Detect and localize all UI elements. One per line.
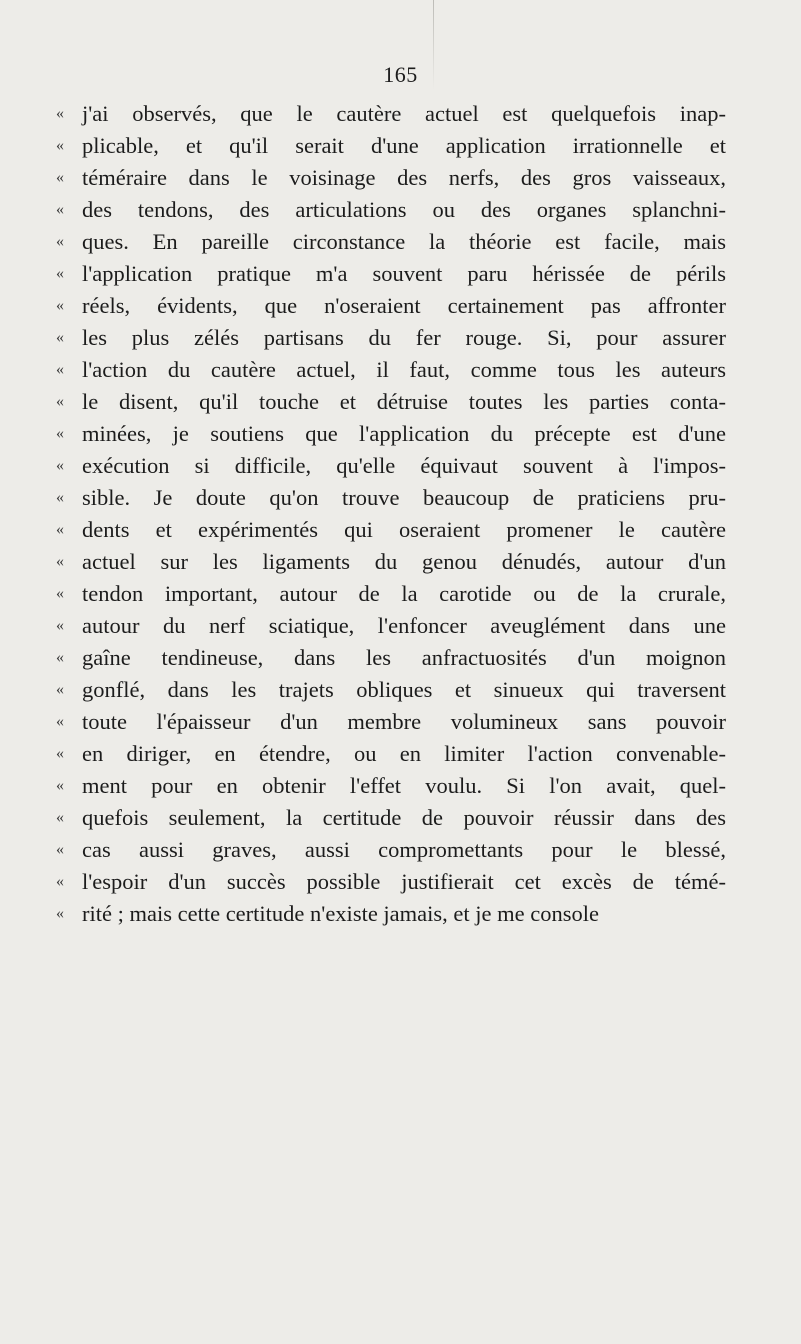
line-text: l'action du cautère actuel, il faut, comme tous les auteurs (82, 357, 726, 382)
quotation-mark: « (56, 329, 64, 346)
quotation-mark: « (56, 233, 64, 250)
quotation-mark: « (56, 553, 64, 570)
line-text: le disent, qu'il touche et détruise toutes les parties conta- (82, 389, 726, 414)
text-line (56, 194, 726, 226)
line-text: l'application pratique m'a souvent paru hérissée de périls (82, 261, 726, 286)
line-text: cas aussi graves, aussi compromettants pour le blessé, (82, 837, 726, 862)
quotation-mark: « (56, 777, 64, 794)
text-line (56, 290, 726, 322)
text-line (56, 866, 726, 898)
quotation-mark: « (56, 489, 64, 506)
quotation-mark: « (56, 393, 64, 410)
quotation-mark: « (56, 873, 64, 890)
text-line (56, 386, 726, 418)
line-text: plicable, et qu'il serait d'une application irrationnelle et (82, 133, 726, 158)
line-text: gonflé, dans les trajets obliques et sinueux qui traversent (82, 677, 726, 702)
quotation-mark: « (56, 649, 64, 666)
line-text: actuel sur les ligaments du genou dénudés, autour d'un (82, 549, 726, 574)
body-text (56, 98, 726, 930)
quotation-mark: « (56, 681, 64, 698)
line-text: l'espoir d'un succès possible justifierait cet excès de témé- (82, 869, 726, 894)
quotation-mark: « (56, 713, 64, 730)
text-line (56, 834, 726, 866)
text-line (56, 418, 726, 450)
quotation-mark: « (56, 585, 64, 602)
quotation-mark: « (56, 617, 64, 634)
text-line (56, 546, 726, 578)
line-text: minées, je soutiens que l'application du précepte est d'une (82, 421, 726, 446)
text-line (56, 130, 726, 162)
quotation-mark: « (56, 201, 64, 218)
line-text: toute l'épaisseur d'un membre volumineux sans pouvoir (82, 709, 726, 734)
text-line (56, 578, 726, 610)
text-line (56, 514, 726, 546)
line-text: dents et expérimentés qui oseraient promener le cautère (82, 517, 726, 542)
line-text: des tendons, des articulations ou des organes splanchni- (82, 197, 726, 222)
quotation-mark: « (56, 457, 64, 474)
text-line (56, 482, 726, 514)
quotation-mark: « (56, 745, 64, 762)
text-line (56, 450, 726, 482)
text-line (56, 706, 726, 738)
quotation-mark: « (56, 521, 64, 538)
line-text: ques. En pareille circonstance la théorie est facile, mais (82, 229, 726, 254)
text-line (56, 322, 726, 354)
line-text: gaîne tendineuse, dans les anfractuosités d'un moignon (82, 645, 726, 670)
quotation-mark: « (56, 105, 64, 122)
quotation-mark: « (56, 265, 64, 282)
quotation-mark: « (56, 361, 64, 378)
line-text: quefois seulement, la certitude de pouvoir réussir dans des (82, 805, 726, 830)
text-line (56, 98, 726, 130)
line-text: autour du nerf sciatique, l'enfoncer aveuglément dans une (82, 613, 726, 638)
line-text: téméraire dans le voisinage des nerfs, des gros vaisseaux, (82, 165, 726, 190)
line-text: réels, évidents, que n'oseraient certainement pas affronter (82, 293, 726, 318)
line-text: ment pour en obtenir l'effet voulu. Si l'on avait, quel- (82, 773, 726, 798)
text-line (56, 258, 726, 290)
text-line (56, 610, 726, 642)
line-text: les plus zélés partisans du fer rouge. Si, pour assurer (82, 325, 726, 350)
line-text: en diriger, en étendre, ou en limiter l'action convenable- (82, 741, 726, 766)
quotation-mark: « (56, 425, 64, 442)
text-line (56, 162, 726, 194)
text-line (56, 738, 726, 770)
quotation-mark: « (56, 137, 64, 154)
quotation-mark: « (56, 841, 64, 858)
text-line (56, 802, 726, 834)
text-line (56, 770, 726, 802)
line-text: exécution si difficile, qu'elle équivaut souvent à l'impos- (82, 453, 726, 478)
text-line (56, 226, 726, 258)
line-text: j'ai observés, que le cautère actuel est quelquefois inap- (82, 101, 726, 126)
line-text: tendon important, autour de la carotide ou de la crurale, (82, 581, 726, 606)
quotation-mark: « (56, 297, 64, 314)
quotation-mark: « (56, 809, 64, 826)
text-line (56, 354, 726, 386)
text-line (56, 642, 726, 674)
quotation-mark: « (56, 169, 64, 186)
line-text: rité ; mais cette certitude n'existe jamais, et je me console (82, 901, 599, 926)
line-text: sible. Je doute qu'on trouve beaucoup de praticiens pru- (82, 485, 726, 510)
text-line (56, 898, 726, 930)
quotation-mark: « (56, 905, 64, 922)
page-number: 165 (383, 62, 418, 87)
text-line (56, 674, 726, 706)
